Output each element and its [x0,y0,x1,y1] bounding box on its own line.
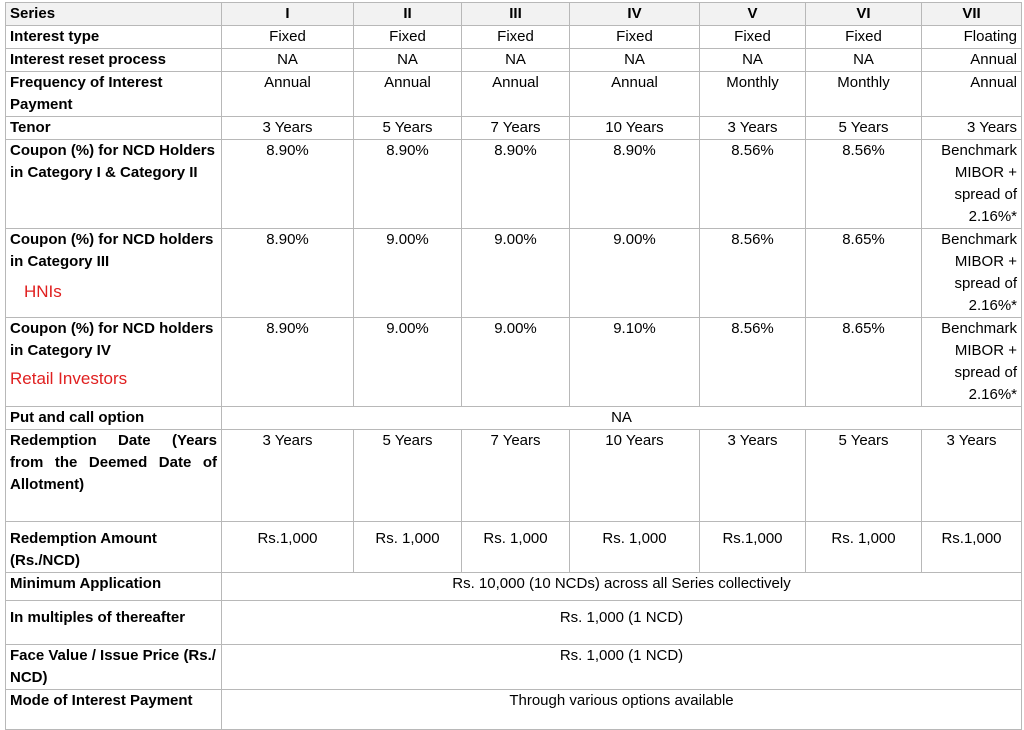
table-cell: 8.90% [462,140,570,229]
table-cell: 9.00% [354,229,462,318]
row-label: Coupon (%) for NCD Holders in Category I & Category II [6,140,222,229]
table-cell: Monthly [700,72,806,117]
row-label-text: Coupon (%) for NCD holders in Category III [10,231,214,270]
row-label: Interest type [6,26,222,49]
table-cell: 9.00% [462,229,570,318]
table-row-mode [6,690,1022,730]
table-cell: Benchmark MIBOR + spread of 2.16%* [922,318,1022,407]
row-label: Minimum Application [6,573,222,601]
table-row-coupon-cat4 [6,318,1022,407]
table-cell: Rs.1,000 [700,522,806,573]
table-cell: 9.00% [570,229,700,318]
table-cell: Rs. 1,000 [806,522,922,573]
series-header-cell: VI [806,3,922,26]
table-cell: 10 Years [570,117,700,140]
table-cell: 8.56% [700,229,806,318]
table-row-coupon-cat3 [6,229,1022,318]
table-cell: NA [700,49,806,72]
table-cell: Annual [354,72,462,117]
table-cell: Fixed [354,26,462,49]
table-cell: 5 Years [354,117,462,140]
row-label: Series [6,3,222,26]
row-label [6,318,222,407]
hni-annotation: HNIs [24,282,62,301]
series-header-cell: III [462,3,570,26]
table-cell: 8.90% [570,140,700,229]
table-cell: 8.56% [700,318,806,407]
table-cell-merged: Rs. 1,000 (1 NCD) [222,645,1022,690]
table-cell: NA [570,49,700,72]
table-cell: 7 Years [462,430,570,522]
table-row-face-value [6,645,1022,690]
table-cell: 8.65% [806,229,922,318]
table-cell: 3 Years [700,117,806,140]
series-header-cell: V [700,3,806,26]
table-cell: Rs.1,000 [922,522,1022,573]
table-row-multiples [6,601,1022,645]
series-header-cell: II [354,3,462,26]
table-cell: 7 Years [462,117,570,140]
table-cell: NA [222,49,354,72]
table-cell: Rs. 1,000 [354,522,462,573]
table-cell: 8.56% [700,140,806,229]
series-header-cell: I [222,3,354,26]
table-row-frequency [6,72,1022,117]
table-cell: Annual [222,72,354,117]
table-cell: 8.90% [222,318,354,407]
table-cell: NA [354,49,462,72]
table-row-tenor [6,117,1022,140]
table-cell: Monthly [806,72,922,117]
row-label: Redemption Amount (Rs./NCD) [6,522,222,573]
row-label: Frequency of Interest Payment [6,72,222,117]
table-cell: 8.90% [222,140,354,229]
table-cell: 8.65% [806,318,922,407]
table-cell: 9.00% [354,318,462,407]
table-cell: Benchmark MIBOR + spread of 2.16%* [922,229,1022,318]
table-cell: 5 Years [354,430,462,522]
table-cell: Rs. 1,000 [570,522,700,573]
table-cell: 9.00% [462,318,570,407]
row-label: Interest reset process [6,49,222,72]
row-label: Mode of Interest Payment [6,690,222,730]
table-row-interest-type [6,26,1022,49]
table-row-redemption-amount [6,522,1022,573]
table-cell: Benchmark MIBOR + spread of 2.16%* [922,140,1022,229]
table-cell: Annual [570,72,700,117]
table-cell: 5 Years [806,430,922,522]
table-row-put-call [6,407,1022,430]
table-cell: 3 Years [222,430,354,522]
table-cell: 3 Years [700,430,806,522]
row-label-text: Coupon (%) for NCD holders in Category IV [10,320,214,359]
table-cell: 5 Years [806,117,922,140]
table-cell-merged: Rs. 10,000 (10 NCDs) across all Series collectively [222,573,1022,601]
table-cell: 3 Years [222,117,354,140]
table-row-series [6,3,1022,26]
row-label: Tenor [6,117,222,140]
table-cell: Annual [462,72,570,117]
series-header-cell: IV [570,3,700,26]
table-cell-merged: Through various options available [222,690,1022,730]
table-cell: 9.10% [570,318,700,407]
table-cell: Fixed [700,26,806,49]
table-cell-merged: Rs. 1,000 (1 NCD) [222,601,1022,645]
row-label: In multiples of thereafter [6,601,222,645]
row-label: Put and call option [6,407,222,430]
table-row-redemption-date [6,430,1022,522]
ncd-terms-table-container [5,2,1022,730]
ncd-terms-table [5,2,1022,730]
table-cell: Rs. 1,000 [462,522,570,573]
table-cell: 8.90% [354,140,462,229]
table-cell: Fixed [222,26,354,49]
retail-investors-annotation: Retail Investors [10,369,128,388]
table-cell: Annual [922,49,1022,72]
table-row-min-application [6,573,1022,601]
table-cell: 10 Years [570,430,700,522]
row-label: Redemption Date (Years from the Deemed Date of Allotment) [6,430,222,522]
table-cell: NA [462,49,570,72]
table-cell: Rs.1,000 [222,522,354,573]
table-cell: Annual [922,72,1022,117]
table-cell-merged: NA [222,407,1022,430]
series-header-cell: VII [922,3,1022,26]
table-cell: Fixed [806,26,922,49]
table-cell: 8.90% [222,229,354,318]
row-label [6,229,222,318]
table-cell: Fixed [462,26,570,49]
row-label: Face Value / Issue Price (Rs./ NCD) [6,645,222,690]
table-cell: NA [806,49,922,72]
table-cell: 3 Years [922,117,1022,140]
table-cell: Floating [922,26,1022,49]
table-row-coupon-cat12 [6,140,1022,229]
table-row-reset [6,49,1022,72]
table-cell: Fixed [570,26,700,49]
table-cell: 8.56% [806,140,922,229]
table-cell: 3 Years [922,430,1022,522]
